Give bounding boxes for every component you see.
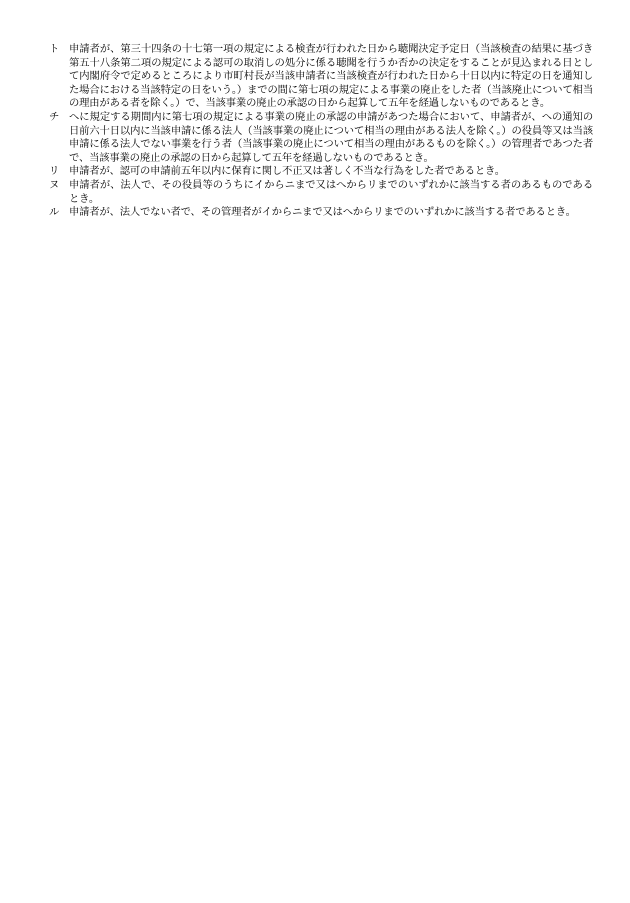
clause-letter: ト	[49, 43, 60, 55]
clause-letter: リ	[49, 165, 60, 178]
document-body	[49, 43, 593, 220]
clause-text: 申請者が、第三十四条の十七第一項の規定による検査が行われた日から聴聞決定予定日（当該検査の結果に基づき第五十八条第二項の規定による認可の取消しの処分に係る聴聞を行うか否かの決定をすることが見込まれる日として内閣府令で定めるところにより市町村長が当該申請者に当該検査が行われた日から十日以内に特定の日を通知した場合における当該特定の日をいう。）までの間に第七項の規定による事業の廃止をした者（当該廃止について相当の理由がある者を除く。）で、当該事業の廃止の承認の日から起算して五年を経過しないものであるとき。	[69, 43, 593, 110]
clause-chi	[49, 111, 593, 165]
clause-text: 申請者が、法人で、その役員等のうちにイからニまで又はへからリまでのいずれかに該当する者のあるものであるとき。	[69, 178, 593, 205]
clause-letter: ヌ	[49, 178, 60, 191]
clause-ru	[49, 206, 593, 220]
clause-letter: チ	[49, 110, 60, 123]
clause-text: へに規定する期間内に第七項の規定による事業の廃止の承認の申請があつた場合において、申請者が、への通知の日前六十日以内に当該申請に係る法人（当該事業の廃止について相当の理由がある法人を除く。）の役員等又は当該申請に係る法人でない事業を行う者（当該事業の廃止について相当の理由があるものを除く。）の管理者であつた者で、当該事業の廃止の承認の日から起算して五年を経過しないものであるとき。	[69, 110, 593, 164]
clause-letter: ル	[49, 206, 60, 219]
clause-to	[49, 43, 593, 111]
clause-text: 申請者が、法人でない者で、その管理者がイからニまで又はへからリまでのいずれかに該当する者であるとき。	[69, 206, 576, 219]
clause-text: 申請者が、認可の申請前五年以内に保育に関し不正又は著しく不当な行為をした者であるとき。	[69, 165, 505, 178]
clause-nu	[49, 179, 593, 206]
clause-ri	[49, 165, 593, 179]
